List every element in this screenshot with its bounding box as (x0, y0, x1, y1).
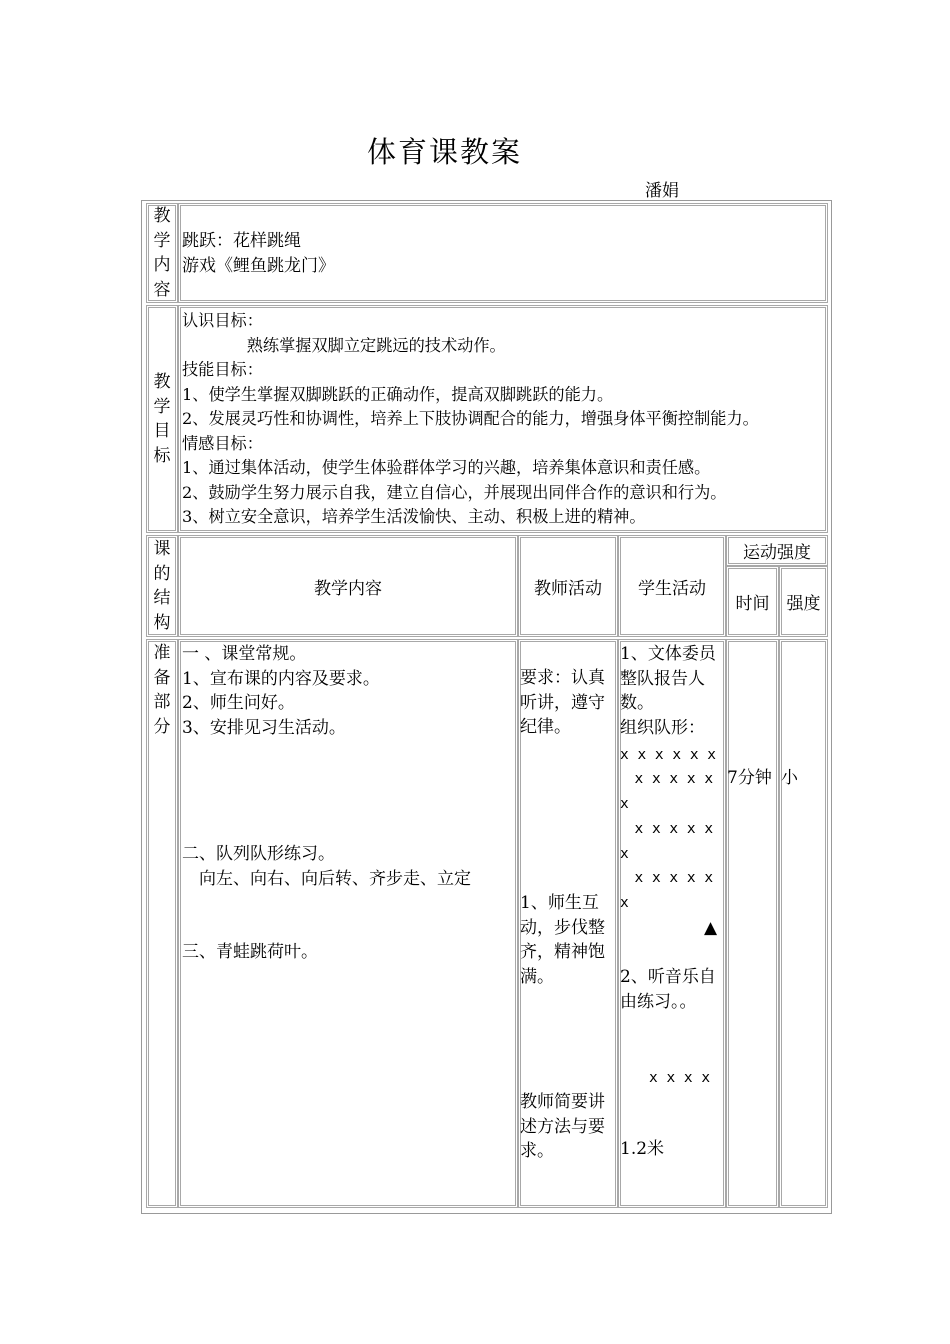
prep-student-block1: 1、文体委员整队报告人数。 (620, 644, 716, 713)
label-char: 学 (153, 230, 171, 251)
teaching-content-header (178, 535, 518, 637)
teacher-position-triangle-icon: ▲ (704, 918, 718, 938)
teacher-activity-header-label: 教师活动 (534, 578, 602, 599)
prep-label (146, 641, 178, 739)
prep-content-block1 (182, 642, 380, 740)
label-char: 课 (153, 539, 171, 559)
label-char: 备 (153, 667, 171, 688)
label-char: 构 (153, 612, 171, 633)
author-name: 潘娟 (645, 181, 679, 201)
structure-label (146, 535, 178, 637)
goal-line: 2、发展灵巧性和协调性，培养上下肢协调配合的能力，增强身体平衡控制能力。 (182, 409, 759, 428)
intensity-header (779, 566, 828, 637)
formation-row: x x x x x x (620, 747, 717, 763)
label-char: 内 (153, 255, 171, 275)
content-line: 游戏《鲤鱼跳龙门》 (182, 255, 335, 276)
label-char: 容 (153, 279, 171, 300)
prep-intensity: 小 (781, 768, 798, 788)
prep-teacher-block1: 要求：认真听讲，遵守纪律。 (520, 668, 605, 737)
teacher-activity-header (518, 535, 618, 637)
student-activity-header (618, 535, 726, 637)
label-char: 教 (153, 372, 171, 392)
exercise-intensity-header (726, 535, 828, 566)
prep-time: 7分钟 (727, 768, 772, 788)
label-char: 部 (153, 692, 171, 712)
prep-student-block2: 组织队形： (620, 718, 705, 738)
label-char: 学 (153, 396, 171, 417)
content-line: 跳跃：花样跳绳 (182, 231, 301, 251)
label-char: 分 (153, 716, 171, 737)
student-activity-header-label: 学生活动 (638, 578, 706, 599)
goal-line: 1、通过集体活动，使学生体验群体学习的兴趣，培养集体意识和责任感。 (182, 458, 711, 477)
goal-line: 2、鼓励学生努力展示自我，建立自信心，并展现出同伴合作的意识和行为。 (182, 482, 727, 502)
prep-content-line: 2、师生问好。 (182, 693, 295, 713)
label-char: 准 (153, 643, 171, 663)
content-text (182, 229, 335, 278)
label-char: 的 (153, 563, 171, 584)
page-title: 体育课教案 (367, 135, 523, 169)
label-char: 教 (153, 206, 171, 226)
goal-line: 技能目标： (182, 360, 263, 379)
goal-line: 认识目标： (182, 311, 263, 330)
goals-text (182, 309, 759, 530)
prep-teacher-block2: 1、师生互动，步伐整齐，精神饱满。 (520, 893, 605, 987)
prep-time-cell (726, 639, 779, 1208)
intensity-header-label: 强度 (786, 594, 821, 614)
content-label (146, 203, 178, 303)
label-char: 目 (153, 421, 171, 441)
time-header-label: 时间 (735, 594, 770, 614)
prep-student-block3: 2、听音乐自由练习。。 (620, 967, 716, 1012)
goal-line: 1、使学生掌握双脚跳跃的正确动作，提高双脚跳跃的能力。 (182, 384, 614, 404)
formation-row: x x x x x x (620, 771, 714, 812)
label-char: 标 (153, 445, 171, 466)
goal-line: 熟练掌握双脚立定跳远的技术动作。 (182, 335, 506, 355)
distance-label: 1.2米 (620, 1139, 665, 1159)
formation-row: x x x x x x (620, 821, 714, 862)
prep-content-line: 三、青蛙跳荷叶。 (182, 942, 318, 962)
goals-label (146, 305, 178, 533)
prep-teacher-block3: 教师简要讲述方法与要求。 (520, 1092, 605, 1161)
prep-content-block3 (182, 940, 318, 965)
prep-content-line: 二、队列队形练习。 (182, 844, 335, 864)
prep-content-line: 1、宣布课的内容及要求。 (182, 668, 380, 689)
prep-content-line: 向左、向右、向后转、齐步走、立定 (182, 868, 471, 889)
prep-intensity-cell (779, 639, 828, 1208)
prep-content-line: 3、安排见习生活动。 (182, 717, 346, 738)
exercise-intensity-header-label: 运动强度 (743, 543, 811, 563)
teaching-content-header-label: 教学内容 (314, 578, 382, 599)
goal-line: 情感目标： (182, 433, 263, 453)
goal-line: 3、树立安全意识，培养学生活泼愉快、主动、积极上进的精神。 (182, 507, 646, 526)
prep-content-block2 (182, 842, 471, 891)
formation-row-2: x x x x (620, 1070, 711, 1086)
label-char: 结 (153, 588, 171, 608)
time-header (726, 566, 779, 637)
formation-row: x x x x x x (620, 870, 714, 911)
prep-content-line: 一 、课堂常规。 (182, 644, 307, 664)
